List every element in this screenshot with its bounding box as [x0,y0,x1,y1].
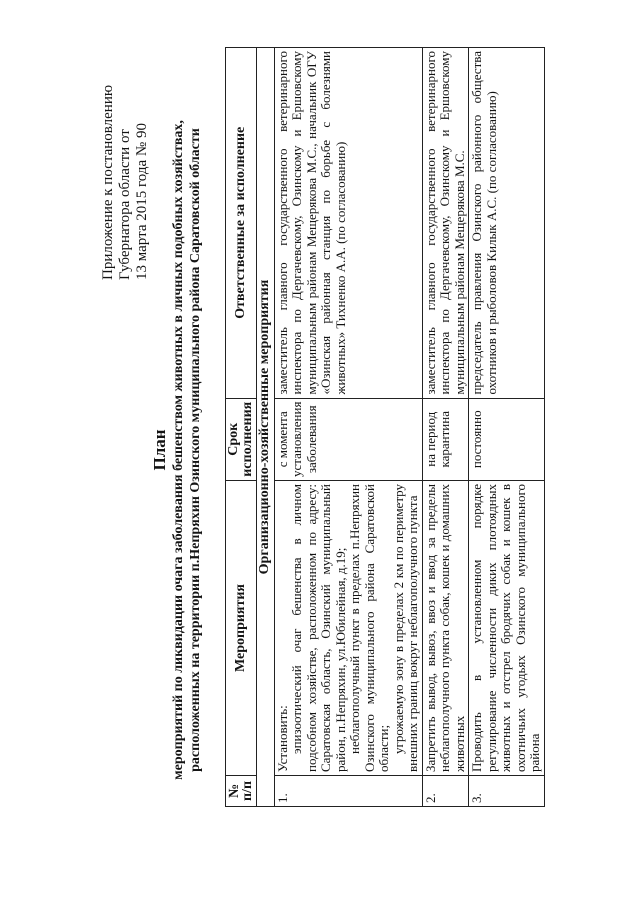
row-action-intro: Установить: [274,705,290,772]
appendix-date-year-word: года [134,159,150,187]
row-term: на период карантина [422,398,469,480]
table-row [422,48,469,807]
row-action-paragraph: угрожаемую зону в пределах 2 км по периметру внешних границ вокруг неблагополучного пункта [390,484,420,772]
plan-heading: План [150,429,169,471]
table-row [274,48,422,807]
row-term: постоянно [469,398,545,480]
row-responsible: заместитель главного государственного ветеринарного инспектора по Дергачевскому, Озинскому и Ершовскому муниципальным районам Мещерякова М.С., начальник ОГУ «Озинская районная станция по борьбе с болезнями животных» Тихненко А.А. (по согласованию) [274,48,422,399]
appendix-date-month: марта [134,224,150,262]
plan-subtitle-line-1: мероприятий по ликвидации очага заболевания бешенством животных в личных подобных хозяйствах, [171,120,186,780]
header-num: № п/п [226,776,257,807]
row-action: Проводить в установленном порядке регулирование численности диких плотоядных животных и отстрел бродячих собак и кошек в охотничьих угодьях Озинского муниципального района [469,481,545,776]
table-header-row [226,48,257,807]
header-action: Мероприятия [226,481,257,776]
appendix-line-2: Губернатора области от [117,129,133,280]
appendix-number: 90 [134,123,150,139]
row-num: 3. [469,776,545,807]
table-row [469,48,545,807]
appendix-date-day: 13 [134,265,150,280]
row-responsible: заместитель главного государственного ветеринарного инспектора по Дергачевскому, Озинскому и Ершовскому муниципальным районам Мещерякова М.С. [422,48,469,399]
document-title [150,35,204,865]
row-action-paragraph: неблагополучный пункт в пределах п.Непряхин Озинского муниципального района Саратовской области; [347,484,391,772]
row-action: Запретить вывод, вывоз, ввоз и ввод за пределы неблагополучного пункта собак, кошек и домашних животных [422,481,469,776]
row-num: 2. [422,776,469,807]
plan-table [225,47,545,807]
appendix-date-year: 2015 [134,190,150,221]
plan-subtitle-line-2: расположенных на территории п.Непряхин Озинского муниципального района Саратовской области [188,128,203,772]
appendix-line-1: Приложение к постановлению [100,84,116,280]
section-title: Организационно-хозяйственные мероприятия [257,48,275,807]
appendix-note [100,10,151,280]
row-action-paragraph: эпизоотический очаг бешенства в личном подсобном хозяйстве, расположенном по адресу: Саратовская область, Озинский муниципальный район, п.Непряхин, ул.Юбилейная, д.19; [289,484,348,772]
header-term: Срок исполнения [226,398,257,480]
header-responsible: Ответственные за исполнение [226,48,257,399]
appendix-number-sign: № [134,141,150,157]
appendix-date-line [134,10,151,280]
row-term: с момента установления заболевания [274,398,422,480]
row-num: 1. [274,776,422,807]
section-row [257,48,275,807]
row-action [274,481,422,776]
row-responsible: председатель правления Озинского районного общества охотников и рыболовов Килык А.С. (по согласованию) [469,48,545,399]
